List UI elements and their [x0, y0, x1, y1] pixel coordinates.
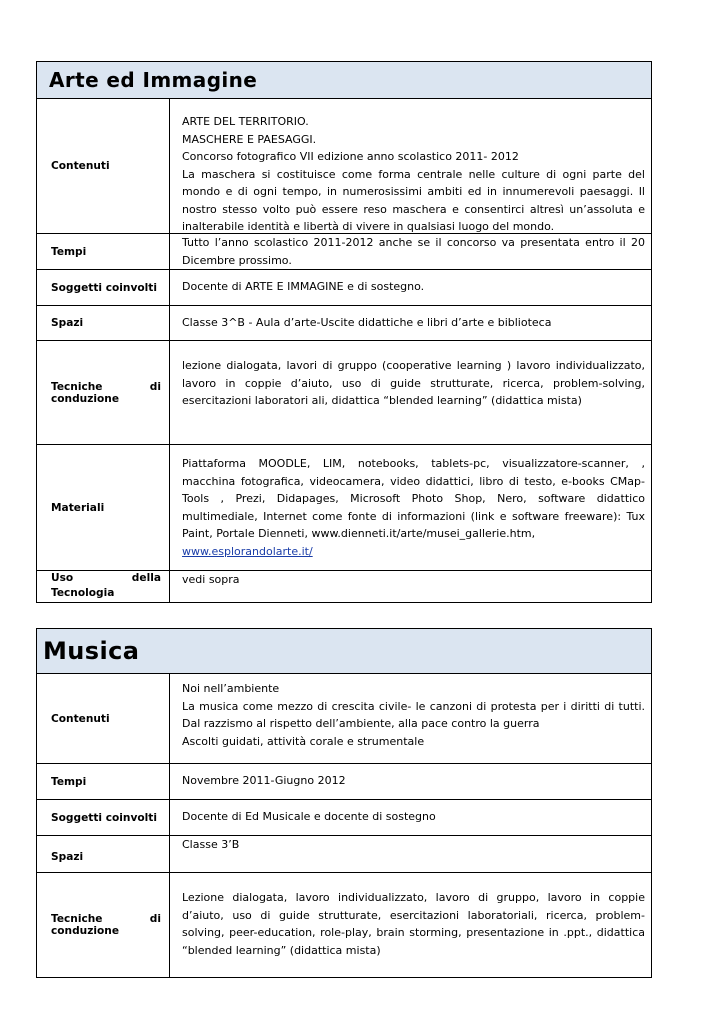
arte-soggetti-value: Docente di ARTE E IMMAGINE e di sostegno.	[182, 280, 425, 293]
arte-contenuti-line-1: ARTE DEL TERRITORIO.	[182, 115, 309, 128]
musica-row-tecniche	[37, 873, 651, 977]
arte-row-tempi	[37, 234, 651, 270]
musica-contenuti-value	[170, 674, 651, 763]
arte-contenuti-line-4: La maschera si costituisce come forma centrale nelle culture di ogni parte del mondo e di ogni tempo, in numerosissimi ambiti ed in innumerevoli paesaggi. Il nostro stesso volto può essere reso maschera e consentirci altresì un’assoluta e inalterabile identità e libertà di vivere in qualsiasi luogo del mondo.	[182, 167, 645, 233]
musica-spazi-label: Spazi	[37, 836, 170, 872]
arte-spazi-label: Spazi	[37, 306, 170, 340]
musica-contenuti-line-2: La musica come mezzo di crescita civile- le canzoni di protesta per i diritti di tutti. Dal razzismo al rispetto dell’ambiente, alla pace contro la guerra	[182, 699, 645, 730]
musica-contenuti-line-3: Ascolti guidati, attività corale e strumentale	[182, 734, 425, 748]
musica-tecniche-label: Tecniche di conduzione	[37, 873, 170, 977]
musica-soggetti-value: Docente di Ed Musicale e docente di sostegno	[182, 810, 436, 823]
musica-tecniche-value	[170, 873, 651, 977]
arte-contenuti-value	[170, 99, 651, 233]
arte-row-materiali	[37, 445, 651, 571]
arte-tecniche-label: Tecniche di conduzione	[37, 341, 170, 444]
arte-contenuti-line-3: Concorso fotografico VII edizione anno scolastico 2011- 2012	[182, 150, 519, 163]
arte-soggetti-label: Soggetti coinvolti	[37, 270, 170, 305]
arte-spazi-value: Classe 3^B - Aula d’arte-Uscite didattiche e libri d’arte e biblioteca	[182, 316, 552, 329]
musica-row-soggetti	[37, 800, 651, 836]
arte-tecniche-value	[170, 341, 651, 444]
arte-section	[36, 61, 652, 603]
musica-soggetti-label: Soggetti coinvolti	[37, 800, 170, 835]
musica-section	[36, 628, 652, 978]
arte-tempi-value: Tutto l’anno scolastico 2011-2012 anche se il concorso va presentata entro il 20 Dicembre prossimo.	[182, 236, 645, 267]
musica-tecniche-text: Lezione dialogata, lavoro individualizzato, lavoro di gruppo, lavoro in coppie d’aiuto, uso di guide strutturate, esercitazioni laboratoriali, ricerca, problem-solving, peer-education, role-play, brain storming, presentazione in .ppt., didattica “blended learning” (didattica mista)	[182, 891, 645, 957]
arte-contenuti-label: Contenuti	[37, 99, 170, 233]
arte-tecniche-text: lezione dialogata, lavori di gruppo (cooperative learning ) lavoro individualizzato, lavoro in coppie d’aiuto, uso di guide strutturate, ricerca, problem-solving, esercitazioni laboratori ali, didattica “blended learning” (didattica mista)	[182, 359, 645, 407]
arte-row-uso	[37, 571, 651, 602]
arte-materiali-label: Materiali	[37, 445, 170, 570]
musica-tempi-label: Tempi	[37, 764, 170, 799]
arte-row-tecniche	[37, 341, 651, 445]
musica-header	[37, 629, 651, 674]
arte-row-contenuti	[37, 99, 651, 234]
arte-materiali-text: Piattaforma MOODLE, LIM, notebooks, tablets-pc, visualizzatore-scanner, , macchina fotografica, videocamera, video didattici, libro di testo, e-books CMap-Tools , Prezi, Didapages, Microsoft Photo Shop, Nero, software didattico multimediale, Internet come fonte di informazioni (link e software freeware): Tux Paint, Portale Dienneti, www.dienneti.it/arte/musei_gallerie.htm,	[182, 457, 645, 540]
arte-row-spazi	[37, 306, 651, 341]
arte-materiali-value	[170, 445, 651, 570]
musica-contenuti-label: Contenuti	[37, 674, 170, 763]
arte-contenuti-line-2: MASCHERE E PAESAGGI.	[182, 132, 317, 146]
arte-uso-value: vedi sopra	[182, 573, 240, 586]
arte-row-soggetti	[37, 270, 651, 306]
arte-title: Arte ed Immagine	[49, 68, 258, 92]
arte-tempi-label: Tempi	[37, 234, 170, 269]
musica-title: Musica	[43, 637, 140, 665]
musica-tempi-value: Novembre 2011-Giugno 2012	[182, 774, 346, 787]
musica-contenuti-line-1: Noi nell’ambiente	[182, 682, 280, 695]
musica-row-tempi	[37, 764, 651, 800]
arte-uso-label: Uso della Tecnologia	[37, 571, 170, 602]
musica-row-spazi	[37, 836, 651, 873]
arte-header	[37, 62, 651, 99]
esplorandolarte-link[interactable]: www.esplorandolarte.it/	[182, 544, 313, 558]
musica-row-contenuti	[37, 674, 651, 764]
musica-spazi-value: Classe 3’B	[182, 838, 240, 851]
